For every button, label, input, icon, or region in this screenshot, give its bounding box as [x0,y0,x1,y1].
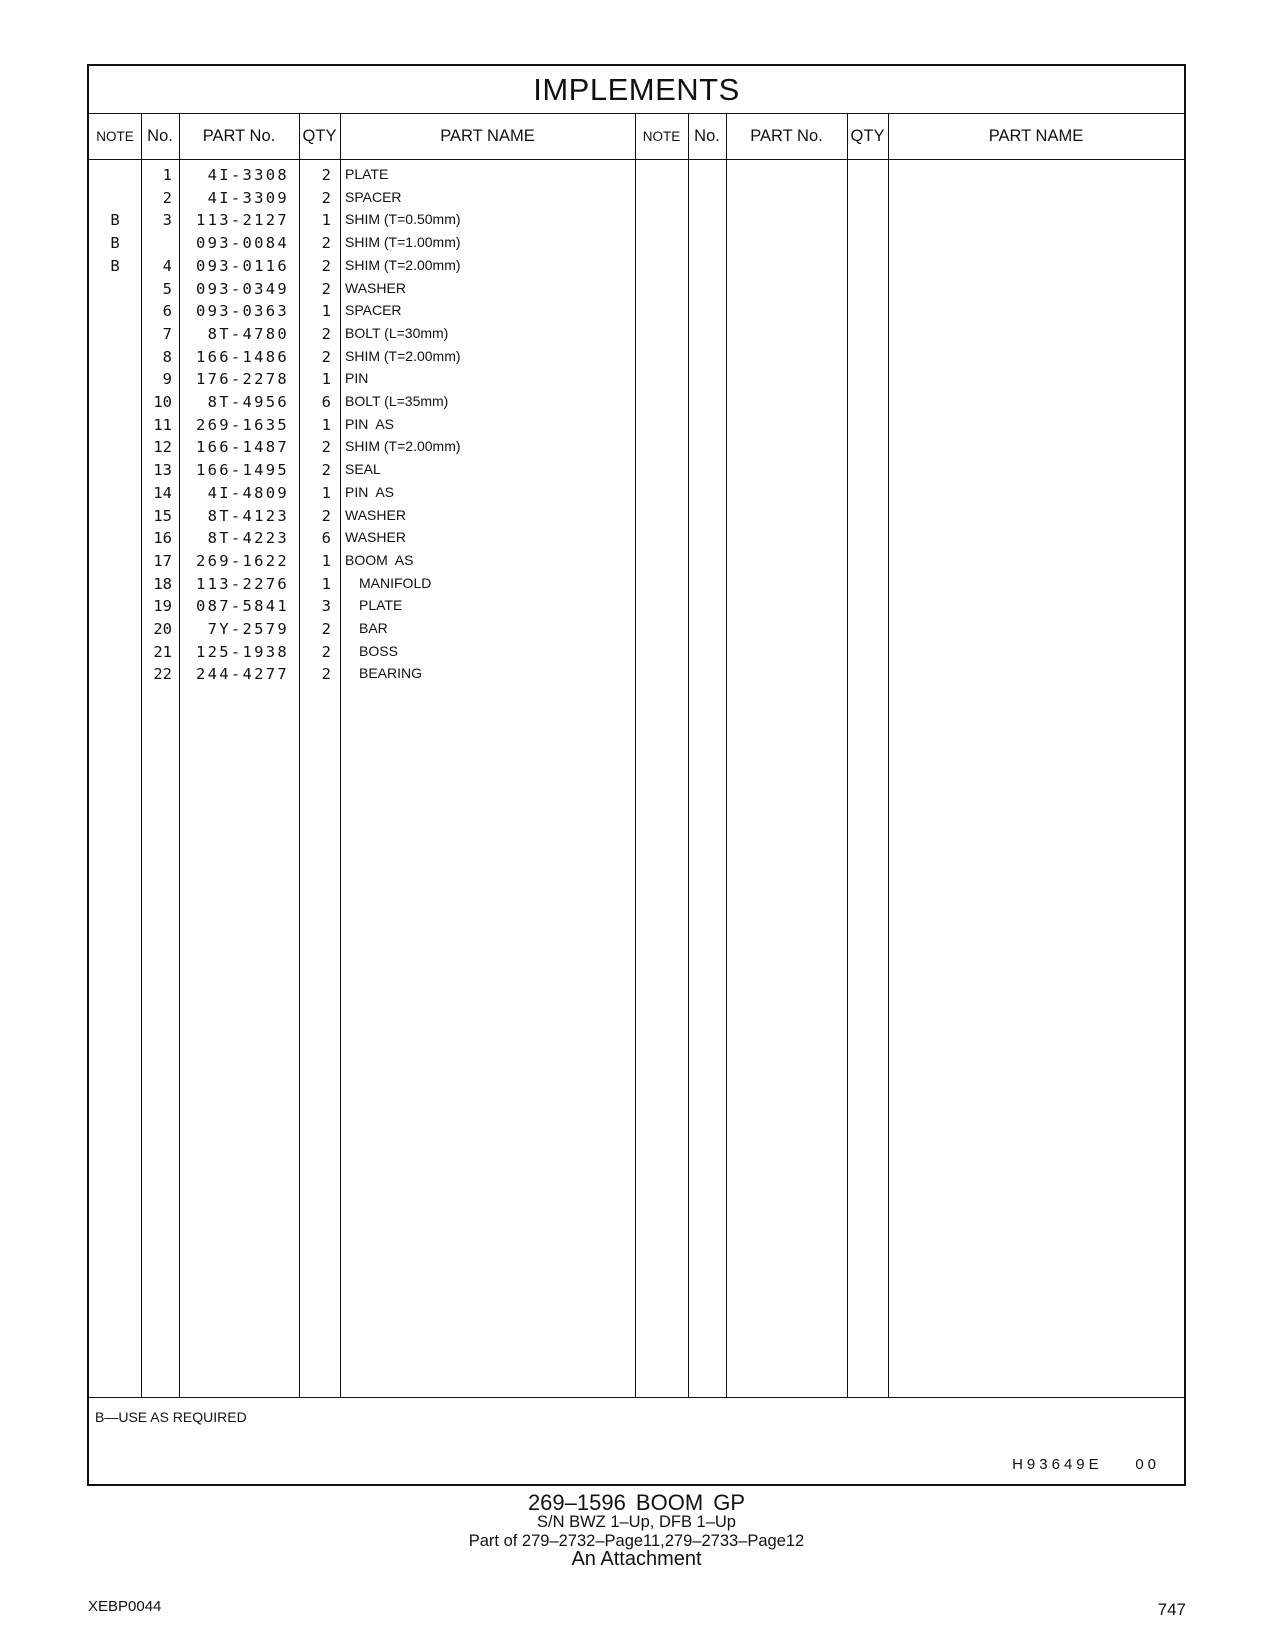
row-qty: 2 [321,324,331,343]
row-number: 1 [162,166,172,184]
row-part-name: BOLT (L=35mm) [345,393,449,409]
row-qty: 1 [321,483,331,502]
header-no-left: No. [141,113,179,160]
row-part-name: WASHER [345,506,406,523]
row-part-no: 093-0116 [195,256,289,275]
row-number: 2 [162,188,172,207]
row-qty: 6 [321,529,331,548]
row-qty: 2 [321,642,331,661]
row-qty: 2 [321,234,331,253]
row-number: 8 [162,347,172,366]
table-title: IMPLEMENTS [89,66,1184,114]
row-qty: 2 [321,620,331,638]
row-qty: 2 [321,279,331,298]
row-number: 18 [153,574,172,593]
row-number: 22 [153,665,172,684]
row-part-name: SPACER [345,302,402,319]
row-qty: 2 [321,166,331,184]
header-part-name-left: PART NAME [340,113,635,160]
row-part-name: BAR [359,620,388,636]
serial-range: S/N BWZ 1–Up, DFB 1–Up [537,1513,736,1531]
col-divider [635,113,636,1397]
row-number: 10 [153,393,172,411]
row-number: 7 [162,324,172,343]
row-part-no: 093-0084 [195,234,289,253]
row-number: 19 [153,597,172,616]
row-part-name: SHIM (T=1.00mm) [345,234,461,251]
col-divider [141,113,142,1397]
table-bottom-divider [89,1397,1184,1398]
row-number: 11 [153,415,172,434]
row-part-name: SHIM (T=0.50mm) [345,211,461,228]
header-divider [89,159,1184,160]
row-number: 20 [153,620,172,638]
row-qty: 1 [321,551,331,570]
publication-code: XEBP0044 [88,1598,162,1615]
row-qty: 6 [321,393,331,411]
row-part-name: PIN AS [345,483,395,500]
row-part-name: MANIFOLD [359,574,432,591]
row-part-no: 113-2276 [195,574,289,593]
row-part-name: BOOM AS [345,551,414,568]
row-part-name: BOSS [359,642,398,659]
row-qty: 2 [321,506,331,525]
col-divider [299,113,300,1397]
row-part-name: PLATE [359,597,403,614]
part-of-reference: Part of 279–2732–Page11,279–2733–Page12 [468,1532,805,1550]
col-divider [688,113,689,1397]
attachment-note: An Attachment [571,1548,702,1570]
header-note-right: NOTE [635,113,688,160]
row-part-no: 166-1487 [195,438,289,457]
row-number: 14 [153,483,172,502]
row-part-no: 244-4277 [195,665,289,684]
row-part-name: SHIM (T=2.00mm) [345,438,461,455]
row-part-name: SEAL [345,461,381,478]
row-number: 5 [162,279,172,298]
row-qty: 2 [321,256,331,275]
col-divider [340,113,341,1397]
row-part-name: PLATE [345,166,389,182]
row-part-no: 176-2278 [195,370,289,389]
row-number: 9 [162,370,172,389]
header-part-name-right: PART NAME [888,113,1184,160]
row-qty: 3 [321,597,331,616]
row-qty: 1 [321,302,331,321]
row-qty: 2 [321,665,331,684]
row-number: 21 [153,642,172,661]
header-qty-right: QTY [847,113,888,160]
row-part-no: 8T-4780 [207,324,289,343]
row-part-no: 4I-3309 [207,188,289,207]
col-divider [888,113,889,1397]
group-title: 269–1596 BOOM GP [527,1490,746,1515]
row-part-no: 7Y-2579 [207,620,289,638]
row-part-no: 166-1495 [195,461,289,480]
row-qty: 1 [321,415,331,434]
header-no-right: No. [688,113,726,160]
row-part-no: 166-1486 [195,347,289,366]
col-divider [179,113,180,1397]
row-part-name: WASHER [345,529,406,546]
row-part-no: 269-1622 [195,551,289,570]
row-note: B [110,234,120,253]
row-part-no: 087-5841 [195,597,289,616]
header-qty-left: QTY [299,113,340,160]
row-part-name: SHIM (T=2.00mm) [345,256,461,273]
row-number: 12 [153,438,172,457]
row-number: 6 [162,302,172,321]
col-divider [726,113,727,1397]
note-legend: B—USE AS REQUIRED [95,1409,247,1425]
row-qty: 2 [321,461,331,480]
row-part-no: 113-2127 [195,211,289,230]
row-part-name: BEARING [359,665,423,682]
row-part-name: BOLT (L=30mm) [345,324,449,341]
row-part-no: 8T-4123 [207,506,289,525]
row-part-no: 269-1635 [195,415,289,434]
row-qty: 2 [321,438,331,457]
row-number: 3 [162,211,172,230]
header-part-no-right: PART No. [726,113,847,160]
row-note: B [110,211,120,230]
page-number: 747 [1157,1600,1186,1619]
row-part-no: 4I-4809 [207,483,289,502]
row-part-name: WASHER [345,279,406,296]
row-part-no: 8T-4956 [207,393,289,411]
row-part-name: PIN [345,370,369,387]
row-qty: 1 [321,370,331,389]
row-qty: 1 [321,574,331,593]
row-note: B [110,256,120,275]
document-code: H93649E 00 [1012,1456,1160,1473]
row-qty: 2 [321,347,331,366]
row-part-name: SPACER [345,188,402,205]
row-number: 16 [153,529,172,548]
row-qty: 2 [321,188,331,207]
header-part-no-left: PART No. [179,113,299,160]
row-part-name: PIN AS [345,415,395,432]
row-number: 17 [153,551,172,570]
row-part-no: 093-0349 [195,279,289,298]
parts-table-frame [87,64,1186,1486]
row-qty: 1 [321,211,331,230]
row-part-no: 4I-3308 [207,166,289,184]
row-number: 13 [153,461,172,480]
row-part-no: 093-0363 [195,302,289,321]
row-number: 4 [162,256,172,275]
row-part-no: 125-1938 [195,642,289,661]
col-divider [847,113,848,1397]
header-note-left: NOTE [89,113,141,160]
row-number: 15 [153,506,172,525]
row-part-name: SHIM (T=2.00mm) [345,347,461,364]
row-part-no: 8T-4223 [207,529,289,548]
